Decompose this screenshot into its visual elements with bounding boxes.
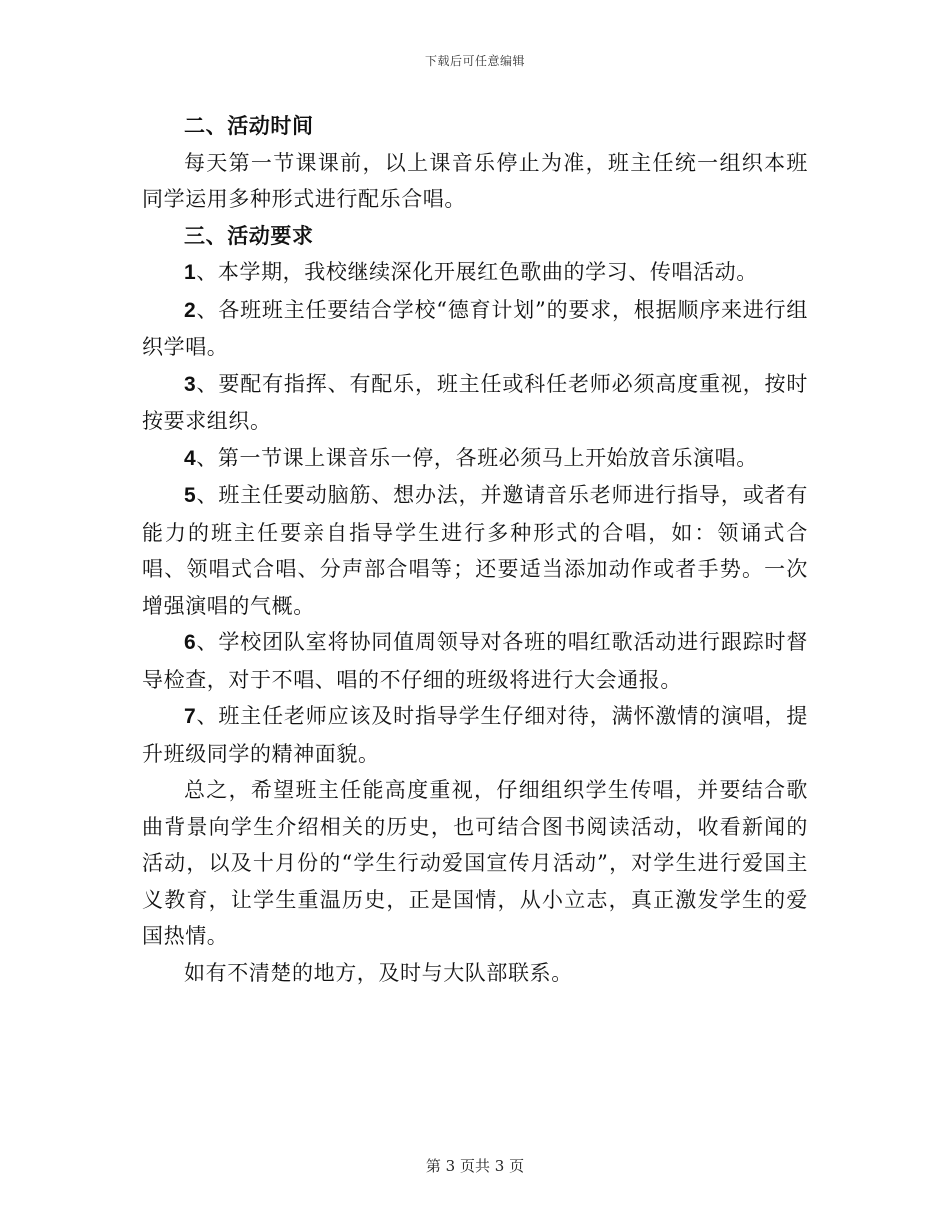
item-text: 、各班班主任要结合学校“德育计划”的要求，根据顺序来进行组织学唱。: [142, 297, 808, 359]
page-header: 下载后可任意编辑: [424, 54, 525, 68]
paragraph-summary: 总之，希望班主任能高度重视，仔细组织学生传唱，并要结合歌曲背景向学生介绍相关的历史，也可结合图书阅读活动，收看新闻的活动，以及十月份的“学生行动爱国宣传月活动”，对学生进行爱国主义教育，让学生重温历史，正是国情，从小立志，真正激发学生的爱国热情。: [142, 778, 808, 948]
page-number-footer: 第 3 页共 3 页: [425, 1157, 525, 1175]
item-text: 、学校团队室将协同值周领导对各班的唱红歌活动进行跟踪时督导检查，对于不唱、唱的不仔细的班级将进行大会通报。: [142, 630, 808, 692]
item-text: 、班主任老师应该及时指导学生仔细对待，满怀激情的演唱，提升班级同学的精神面貌。: [142, 704, 808, 766]
paragraph-activity-time: 每天第一节课课前，以上课音乐停止为准，班主任统一组织本班同学运用多种形式进行配乐合唱。: [142, 150, 808, 211]
requirement-item-1: [142, 254, 808, 292]
requirement-item-7: [142, 698, 808, 772]
item-number: 3: [184, 372, 197, 396]
requirement-item-5: [142, 477, 808, 624]
requirement-item-6: [142, 624, 808, 698]
section-heading-activity-requirements: 三、活动要求: [184, 222, 314, 248]
item-number: 5: [184, 484, 197, 507]
requirement-item-3: [142, 366, 808, 440]
requirement-item-4: [142, 440, 808, 478]
paragraph-contact: 如有不清楚的地方，及时与大队部联系。: [184, 960, 573, 985]
item-text: 、班主任要动脑筋、想办法，并邀请音乐老师进行指导，或者有能力的班主任要亲自指导学生进行多种形式的合唱，如：领诵式合唱、领唱式合唱、分声部合唱等；还要适当添加动作或者手势。一次增强演唱的气概。: [142, 483, 808, 618]
item-number: 7: [184, 705, 197, 728]
item-text: 、要配有指挥、有配乐，班主任或科任老师必须高度重视，按时按要求组织。: [142, 371, 808, 433]
item-number: 4: [184, 446, 197, 470]
section-heading-activity-time: 二、活动时间: [184, 113, 314, 138]
document-body: [142, 108, 808, 991]
item-text: 、本学期，我校继续深化开展红色歌曲的学习、传唱活动。: [196, 260, 758, 284]
requirement-item-2: [142, 292, 808, 366]
item-number: 6: [184, 631, 197, 654]
item-number: 2: [184, 298, 197, 322]
item-text: 、第一节课上课音乐一停，各班必须马上开始放音乐演唱。: [196, 445, 758, 470]
item-number: 1: [184, 261, 197, 284]
